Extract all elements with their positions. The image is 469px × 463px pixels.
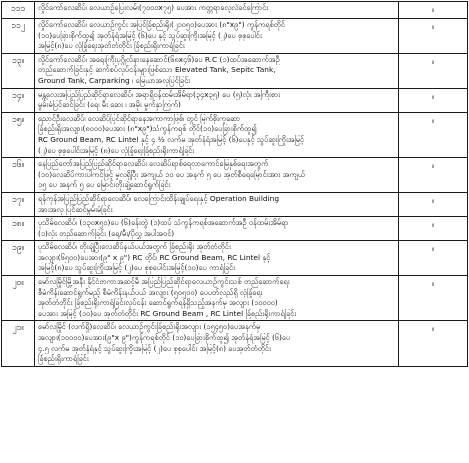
- row-number: ၁၇။: [2, 192, 35, 216]
- description-line: အားအလှ ပြင်ဆင်မွမ်းမံခြင်း: [38, 204, 113, 214]
- description-line: အလျား(၁၀၀၀၀)ပေအား(၉"x ၉")ကွန်ကရစ်တိုင် (၁၀)ပေခြားစိုက်ထူ၍ အုတ်နံရံအမြင့် (၆)ပေ: [38, 333, 291, 343]
- row-description: [35, 19, 399, 54]
- description-line: ပုသိမ်လေဆိပ်၊ (၁၃၀x၅၀)ပေ (၆)ခန်းတွဲ (၁)ထပ် သံကွန်ကရစ်အဆောက်အဦ ၀န်ထမ်းအိမ်ရာ: [38, 218, 289, 228]
- description-line: ၁၅ ပေ အနက် ၅ ပေ မြောင်းတိုးချဲ့ဆောင်ရွက်ခြင်း: [38, 180, 171, 190]
- description-line: နေပြည်တော်အပြည်ပြည်ဆိုင်ရာလေဆိပ်၊ လေဆိပ်ရာစ်ရေလာကောင်မြေနှစ်ရေးအတွက်: [38, 159, 269, 169]
- table-row: [2, 217, 468, 241]
- row-number: ၁၁၂: [2, 19, 35, 54]
- row-description: [35, 276, 399, 321]
- row-description: [35, 158, 399, 193]
- table-body: [2, 2, 468, 367]
- row-number: ၁၁၁: [2, 2, 35, 19]
- description-line: RC Ground Beam, RC Lintel နှင့် ၄ ½ လက်မ အုတ်နံရံအမြင့် (၆)ပေနှင့် သွပ်ဆူးကြိုးအမြင့်: [38, 134, 305, 144]
- row-mark: ။: [399, 88, 468, 112]
- row-description: [35, 53, 399, 88]
- row-mark: ။: [399, 53, 468, 88]
- row-number: ၂၀။: [2, 276, 35, 321]
- row-description: [35, 88, 399, 112]
- description-line: ပေအား အမြင့် (၁၀)ပေ အုတ်တံတိုင်း RC Ground Beam , RC Lintel ခြံစည်းရိုးကာရံခြင်း: [38, 308, 297, 318]
- description-line: (၂)ပေ စုစုပေါင်းအမြင့် (၈)ပေ လုံခြုံရေးခြံစည်းရိုးကာရံခြင်း: [38, 145, 195, 155]
- row-number: ၁၆။: [2, 158, 35, 193]
- row-mark: ။: [399, 276, 468, 321]
- description-line: အမြင့်(၈)ပေ လုံခြုံရေးအုတ်တံတိုင်း ခြံစည်းရိုးကာရံခြင်း: [38, 41, 185, 51]
- table-row: [2, 241, 468, 276]
- row-mark: ။: [399, 19, 468, 54]
- row-description: [35, 241, 399, 276]
- row-description: [35, 112, 399, 157]
- table-row: [2, 276, 468, 321]
- row-description: [35, 192, 399, 216]
- table-row: [2, 53, 468, 88]
- description-line: စီမံကိန်းဆောင်ရွက်မည့် စီမံကိန်းနယ်ပယ် အလျား (၅၀၅၀၀) ပေပတ်လည်ရှိ လုံခြုံရေး: [38, 287, 263, 297]
- row-mark: ။: [399, 321, 468, 366]
- description-line: မော်လမြိုင် (လက်ရှိ)လေဆိပ်၊ လေယာဉ်ကွင်းခြံစည်းရိုးအလျား (၁၅၄၅၀)ပေအနက်မှ: [38, 322, 261, 332]
- description-line: (၁၀)လေဆိပ်ကားပါကင်ဖြင့် မူလရှိပြီး အကျယ် ၁၀ ပေ အနက် ၅ ပေ အုတ်စီရေမြောင်းအား အကျယ်: [38, 169, 306, 179]
- row-description: [35, 217, 399, 241]
- table-row: [2, 192, 468, 216]
- row-mark: ။: [399, 217, 468, 241]
- row-number: ၁၉။: [2, 241, 35, 276]
- row-number: ၂၁။: [2, 321, 35, 366]
- description-line: ခြံစည်းရိုးကာရံခြင်း: [38, 354, 89, 364]
- description-line: တည်ဆောက်ခြင်းနှင့် ဆက်စပ်လုပ်ငန်းများဖြစ်သော Elevated Tank, Sepitc Tank,: [38, 65, 276, 75]
- row-number: ၁၅။: [2, 112, 35, 157]
- description-line: အမြင့်(၈)ပေ သွပ်ဆူးကြိုးအမြင့် (၂)ပေ စုစုပေါင်းအမြင့်(၁၀)ပေ ကာရံခြင်း: [38, 263, 236, 273]
- table-row: [2, 2, 468, 19]
- row-mark: ။: [399, 158, 468, 193]
- row-mark: ။: [399, 112, 468, 157]
- description-line: မွမ်းမံပြင်ဆင်ခြင်း (ရေ၊ မီး ဆေး ၊ အမိုး မှုက်နှာကြက်): [38, 100, 181, 110]
- table-row: [2, 112, 468, 157]
- row-mark: ။: [399, 241, 468, 276]
- row-mark: ။: [399, 192, 468, 216]
- description-line: ရန်ကုန်အပြည်ပြည်ဆိုင်ရာလေဆိပ်၊ လေကြောင်းထိန်းချုပ်ရေးနှင့် Operation Building: [38, 193, 280, 203]
- description-line: ညောင်ဦးလေဆိပ်၊ လေဆိပ်ပြင်ဆိုင်ရာနေအကာကာဖြစ်၊ တွင် မြက်စိုးကူဆော: [38, 113, 241, 123]
- row-description: [35, 2, 399, 19]
- description-line: လှိုင်ကော်လေဆိပ်၊ လေယာဉ်ပြေးလမ်း(၇၀၀၀x၇၅) ပေအား ကတ္တရာလေ့လဲခင်ကြောင်း: [38, 3, 269, 12]
- table-row: [2, 158, 468, 193]
- description-line: ၄.၅ လက်မ အုတ်နံရံနှင့် သွပ်ဆူးကြိုးအမြင့် (၂)ပေ စုစုပေါင်း အမြင့်(၈) ပေအုတ်တံတိုင်း: [38, 343, 271, 353]
- description-line: အလျား(၆၅၀၀)ပေအား(၉" x ၉") RC တိုင်၊ RC Ground Beam, RC Lintel နှင့်: [38, 252, 271, 262]
- description-line: မန္တလေးအပြည်ပြည်ဆိုင်ရာလေဆိပ်၊ အရာရှိ၀န်ထမ်းအိမ်ရာ(၃၄x၃၅) ပေ (၅)လုံး အကြီးစား: [38, 89, 281, 99]
- description-line: (၁၀)ပေခြားစိုက်ထူ၍ အုတ်နံရံအမြင့် (၆)ပေ နှင့် သွပ်ဆူးကြိုးအမြင့် (၂)ပေ စုစုပေါင်း: [38, 30, 262, 40]
- description-line: အုတ်တံတိုင်း ခြံစည်းရိုးကာရံခြင်းလုပ်ငန်း ဆောင်ရွက်ရန်ရှိသည့်အနက်မှ အလျား (၁၀၀၀၀): [38, 298, 278, 308]
- row-mark: ။: [399, 2, 468, 19]
- table-row: [2, 19, 468, 54]
- table-row: [2, 88, 468, 112]
- description-line: Ground Tank, Carparking ၊ မြေယာအလှပြင်ခြင်း: [38, 75, 191, 85]
- description-line: ခြံစည်းရိုးအလျား(၈၀၀၀)ပေအား (၈"x၉")သံကွန်ကရစ် တိုင်(၁၀)ပေခြားစိုက်ထူ၍: [38, 124, 257, 134]
- description-line: လှိုင်ကော်လေဆိပ်၊ အရေးကြီးပုဂ္ဂိုလ်နားနေဆောင်(၆၈x၄၆)ပေ R.C (၁)ထပ်အဆောက်အဦ: [38, 54, 280, 64]
- row-number: ၁၄။: [2, 88, 35, 112]
- row-description: [35, 321, 399, 366]
- row-number: ၁၃။: [2, 53, 35, 88]
- description-line: ပုသိမ်လေဆိပ်၊ တိုးချဲ့ပြီးလေဆိပ်နယ်ပယ်အတွက် ခြံစည်းရိုး အုတ်တံတိုင်း: [38, 242, 231, 252]
- project-table: [1, 1, 468, 367]
- table-row: [2, 321, 468, 366]
- row-number: ၁၈။: [2, 217, 35, 241]
- description-line: လှိုင်ကော်လေဆိပ်၊ လေယာဉ်ကွင်း အပြင်ခြံစည်းရိုး(၂၁၀၅၀)ပေအား (၈"x၉") ကွန်ကရစ်တိုင်: [38, 20, 285, 29]
- description-line: မော်လမြိုင်မြို့အနီး နိုင်ငံတကာအဆင့်မီ အပြည်ပြည်ဆိုင်ရာလေယာဉ်ကွင်းသစ် တည်ဆောက်ရေး: [38, 277, 290, 287]
- description-line: (၁)လုံး တည်ဆောက်ခြင်း (ရေ/မီး/ပိုလွှ အပါအဝင်): [38, 228, 175, 238]
